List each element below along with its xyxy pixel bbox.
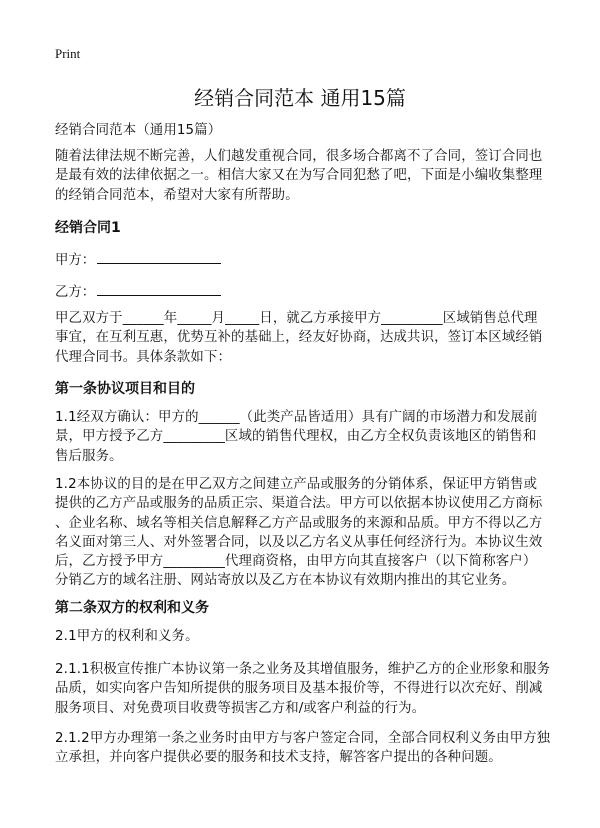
text-line: 服务项目、对免费项目收费等损害乙方和/或客户利益的行为。 — [55, 700, 426, 716]
text-line: 立承担，并向客户提供必要的服务和技术支持，解答客户提出的各种问题。 — [55, 750, 502, 766]
text-line: 甲乙双方于______年_____月_____日，就乙方承接甲方_________区域销售总代理 — [55, 311, 538, 326]
text-line: 随着法律法规不断完善，人们越发重视合同，很多场合都离不了合同，签订合同也 — [55, 149, 543, 164]
text-line: 代理合同书。具体条款如下： — [55, 349, 232, 365]
article2-heading: 第二条双方的权利和义务 — [55, 600, 209, 616]
page-title: 经销合同范本 通用15篇 — [194, 86, 406, 110]
article1-heading: 第一条协议项目和目的 — [55, 381, 195, 397]
clause-2-1-2 — [55, 729, 550, 768]
text-line: 分销乙方的域名注册、网站寄放以及乙方在本协议有效期内推出的其它业务。 — [55, 573, 516, 589]
text-line: 后，乙方授予甲方_________代理商资格，由甲方向其直接客户（以下简称客户） — [55, 554, 537, 570]
clause-1-2 — [55, 475, 542, 591]
text-line: 是最有效的法律依据之一。相信大家又在为写合同犯愁了吧，下面是小编收集整理 — [55, 168, 543, 184]
text-line: 品质，如实向客户告知所提供的服务项目及基本报价等，不得进行以次充好、削减 — [55, 681, 543, 697]
text-line: 2.1.2甲方办理第一条之业务时由甲方与客户签定合同，全部合同权利义务由甲方独 — [55, 731, 551, 746]
text-line: 2.1.1积极宣传推广本协议第一条之业务及其增值服务，维护乙方的企业形象和服务 — [55, 662, 551, 677]
party-b-field — [55, 281, 221, 300]
party-b-blank — [97, 283, 221, 296]
text-line: 事宜，在互利互惠，优势互补的基础上，经友好协商，达成共识，签订本区域经销 — [55, 330, 543, 346]
text-line: 提供的乙方产品或服务的品质正宗、渠道合法。甲方可以依据本协议使用乙方商标 — [55, 496, 543, 512]
text-line: 的经销合同范本，希望对大家有所帮助。 — [55, 187, 299, 203]
party-a-field — [55, 249, 221, 268]
contract-heading: 经销合同1 — [55, 220, 121, 236]
text-line: 1.2本协议的目的是在甲乙双方之间建立产品或服务的分销体系，保证甲方销售或 — [55, 477, 538, 492]
party-a-blank — [97, 251, 221, 264]
intro-paragraph — [55, 147, 542, 205]
party-b-label: 乙方： — [55, 285, 96, 300]
clause-2-1-1 — [55, 660, 550, 718]
clause-1-1 — [55, 408, 538, 466]
party-a-label: 甲方： — [55, 253, 96, 268]
text-line: 1.1经双方确认：甲方的______（此类产品皆适用）具有广阔的市场潜力和发展前 — [55, 410, 538, 425]
print-link[interactable]: Print — [55, 46, 81, 61]
text-line: 售后服务。 — [55, 448, 123, 464]
preamble-paragraph — [55, 309, 542, 367]
text-line: 景，甲方授予乙方_________区域的销售代理权，由乙方全权负责该地区的销售和 — [55, 429, 537, 445]
clause-2-1: 2.1甲方的权利和义务。 — [55, 629, 199, 644]
text-line: 、企业名称、域名等相关信息解释乙方产品或服务的来源和品质。甲方不得以乙方 — [55, 515, 543, 531]
text-line: 名义面对第三人、对外签署合同，以及以乙方名义从事任何经济行为。本协议生效 — [55, 534, 543, 550]
subtitle: 经销合同范本（通用15篇） — [55, 123, 222, 138]
